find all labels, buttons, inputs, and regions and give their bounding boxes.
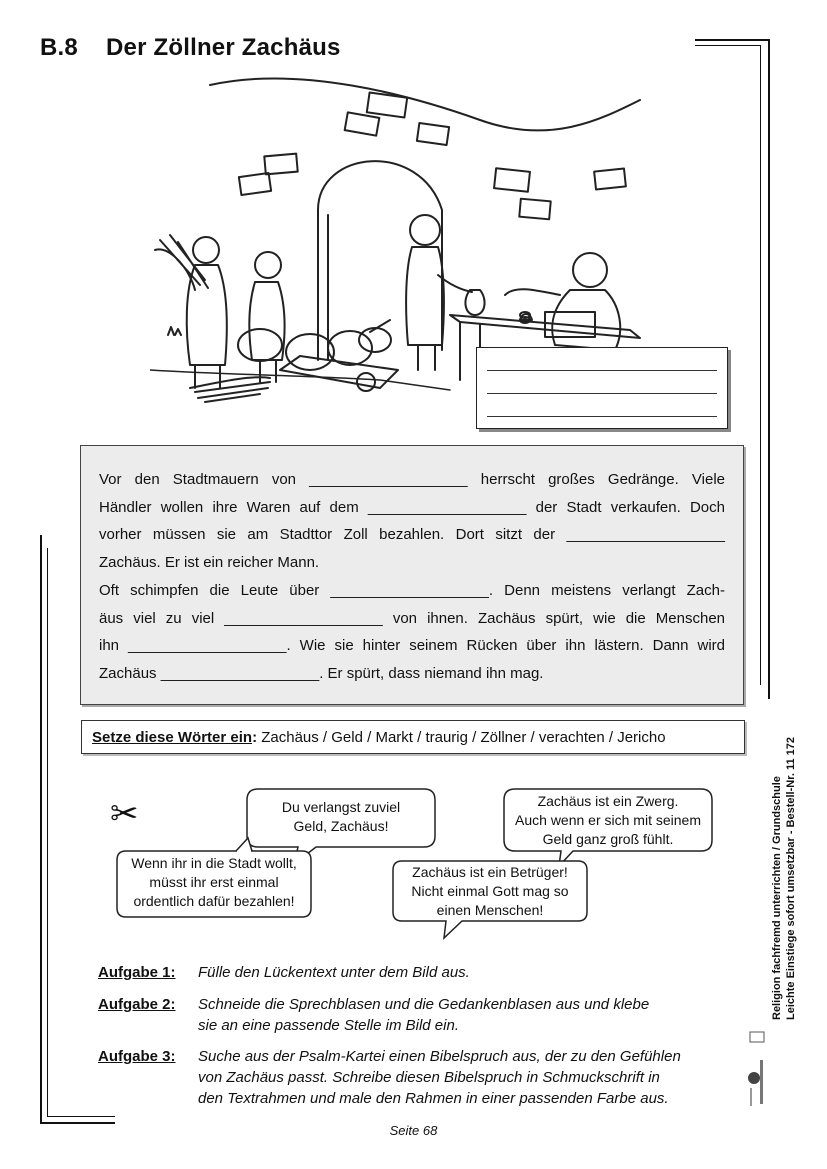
- task-2: Aufgabe 2: Schneide die Sprechblasen und die Gedankenblasen aus und klebe sie an eine passende Stelle im Bild ein.: [98, 994, 198, 1015]
- word-bank: Setze diese Wörter ein: Zachäus / Geld / Markt / traurig / Zöllner / verachten / Jericho: [81, 720, 745, 754]
- task-label: Aufgabe 3: [98, 1048, 171, 1065]
- frame-line-left-outer: [40, 535, 42, 1123]
- bubble-text-line: müsst ihr erst einmal: [149, 874, 279, 890]
- sidebar-publication-info: [770, 680, 806, 1020]
- caption-writing-line: [487, 393, 717, 394]
- cloze-line: ihn ___________________. Wie sie hinter seinem Rücken über ihn lästern. Dann wird: [99, 637, 725, 655]
- cloze-line: äus viel zu viel ___________________ von ihnen. Zachäus spürt, wie die Menschen: [99, 609, 725, 627]
- chapter-title: Der Zöllner Zachäus: [106, 34, 341, 61]
- frame-line-bottom-inner: [47, 1116, 115, 1117]
- bubble-text-line: Du verlangst zuviel: [281, 799, 401, 815]
- scissors-icon: ✂: [110, 795, 139, 833]
- bubble-text-line: Zachäus ist ein Zwerg.: [537, 793, 679, 809]
- page-title: [40, 34, 341, 62]
- frame-line-left-inner: [47, 548, 48, 1116]
- bubble-text-line: Zachäus ist ein Betrüger!: [412, 864, 568, 880]
- task-label: Aufgabe 2: [98, 996, 171, 1013]
- task-text-line: von Zachäus passt. Schreibe diesen Bibelspruch in Schmuckschrift in: [198, 1069, 660, 1086]
- cloze-line: Oft schimpfen die Leute über ___________________. Denn meistens verlangt Zach-: [99, 581, 725, 599]
- cloze-line: Vor den Stadtmauern von ___________________ herrscht großes Gedränge. Viele: [99, 471, 725, 488]
- publisher-logo: [746, 1030, 768, 1110]
- bubble-text-line: Wenn ihr in die Stadt wollt,: [131, 855, 297, 871]
- cloze-line: Zachäus ___________________. Er spürt, dass niemand ihn mag.: [99, 664, 544, 682]
- chapter-number: B.8: [40, 34, 78, 61]
- task-text-line: sie an eine passende Stelle im Bild ein.: [198, 1017, 459, 1034]
- task-label: Aufgabe 1: [98, 964, 171, 981]
- cloze-line: vorher müssen sie am Stadttor Zoll bezahlen. Dort sitzt der ___________________: [99, 526, 725, 544]
- bubble-text-line: Geld, Zachäus!: [293, 818, 389, 834]
- speech-bubble-betrueger[interactable]: [392, 860, 588, 940]
- word-bank-label: Setze diese Wörter ein: [92, 729, 253, 746]
- task-text: [198, 962, 738, 983]
- bubble-text-line: einen Menschen!: [436, 902, 544, 918]
- bubble-text-line: ordentlich dafür bezahlen!: [133, 893, 295, 909]
- frame-line-top-inner: [695, 45, 761, 46]
- sidebar-line: Leichte Einstiege sofort umsetzbar - Bestell-Nr. 11 172: [785, 736, 797, 1020]
- caption-writing-line: [487, 370, 717, 371]
- task-text-line: Suche aus der Psalm-Kartei einen Bibelspruch aus, der zu den Gefühlen: [198, 1048, 681, 1065]
- task-text: [198, 1046, 738, 1109]
- frame-line-right-outer: [768, 39, 770, 699]
- cloze-text-panel: [80, 445, 744, 705]
- frame-line-top-outer: [695, 39, 770, 41]
- bubble-text-line: Auch wenn er sich mit seinem: [515, 812, 701, 828]
- speech-bubble-zwerg[interactable]: [503, 788, 713, 868]
- cloze-line: Händler wollen ihre Waren auf dem ___________________ der Stadt verkaufen. Doch: [99, 498, 725, 516]
- bubble-text-line: Geld ganz groß fühlt.: [542, 831, 674, 847]
- caption-writing-line: [487, 416, 717, 417]
- task-text-line: Schneide die Sprechblasen und die Gedankenblasen aus und klebe: [198, 996, 650, 1013]
- picture-caption-box[interactable]: [476, 347, 728, 429]
- task-3: Aufgabe 3: Suche aus der Psalm-Kartei einen Bibelspruch aus, der zu den Gefühlen von Zachäus passt. Schreibe diesen Bibelspruch in Schmuckschrift in den Textrahmen und male den Rahmen in einer passenden Farbe aus.: [98, 1046, 198, 1067]
- task-1: Aufgabe 1: Fülle den Lückentext unter dem Bild aus.: [98, 962, 198, 983]
- frame-line-right-inner: [760, 45, 761, 685]
- sidebar-line: Religion fachfremd unterrichten / Grundschule: [771, 776, 783, 1020]
- task-text-line: den Textrahmen und male den Rahmen in einer passenden Farbe aus.: [198, 1090, 669, 1107]
- task-text-line: Fülle den Lückentext unter dem Bild aus.: [198, 964, 470, 981]
- cloze-line: Zachäus. Er ist ein reicher Mann.: [99, 554, 320, 572]
- speech-bubble-bezahlen[interactable]: [116, 850, 312, 926]
- bubble-text-line: Nicht einmal Gott mag so: [411, 883, 569, 899]
- word-bank-list: Zachäus / Geld / Markt / traurig / Zöllner / verachten / Jericho: [261, 729, 666, 746]
- task-text: [198, 994, 738, 1036]
- page-number: Seite 68: [389, 1123, 438, 1138]
